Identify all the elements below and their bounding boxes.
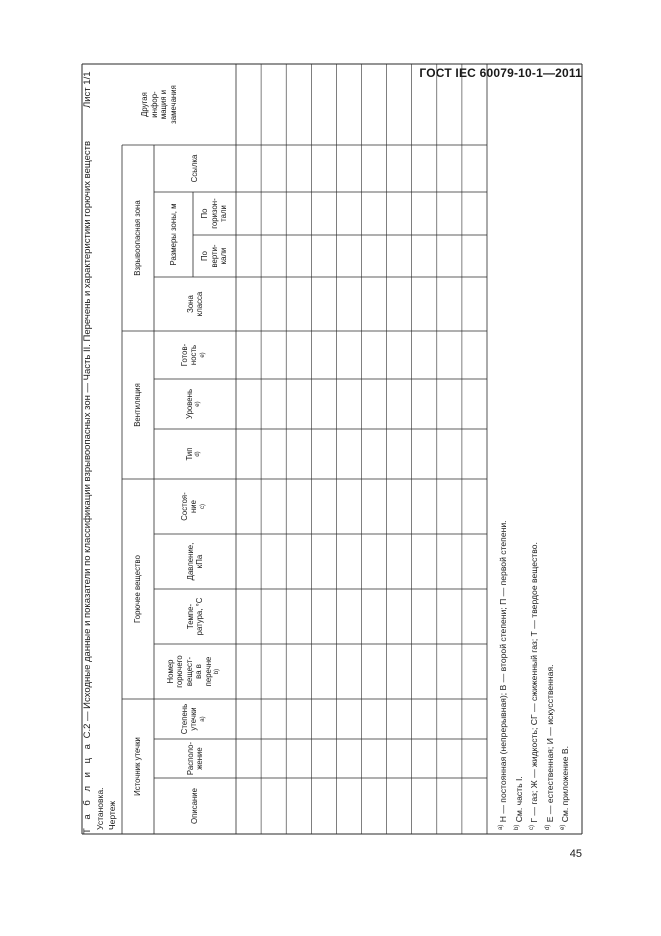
group-hazard-zone: Взрывоопасная зона — [133, 200, 143, 276]
page-number: 45 — [569, 848, 582, 860]
installation-label: Установка. — [95, 787, 105, 830]
col-temperature: Темпе- ратура, °С — [185, 597, 204, 636]
col-horizontal: По горизон- тали — [200, 198, 229, 229]
footnote: $^{c)}$ Г — газ; Ж — жидкость; СГ — сжиженный газ; Т — твердое вещество. — [529, 542, 539, 830]
col-description: Описание — [190, 788, 200, 824]
col-degree: Степень утечки $^{a)}$ — [179, 703, 206, 735]
col-availability: Готов- ность $^{e)}$ — [179, 343, 206, 367]
document-header: ГОСТ IEC 60079-10-1—2011 — [419, 66, 582, 80]
rotated-table-area — [82, 64, 582, 834]
footnote: $^{e)}$ См. приложение В. — [560, 745, 570, 830]
col-location: Располо- жение — [185, 741, 204, 776]
col-pressure: Давление, кПа — [185, 542, 204, 581]
group-leak-source: Источник утечки — [133, 737, 143, 796]
caption-text: С.2 — Исходные данные и показатели по классификации взрывоопасных зон — Часть II. Перечень и характеристики горючих веществ — [82, 140, 93, 739]
col-state: Состоя- ние $^{c)}$ — [179, 492, 206, 521]
col-zone-class: Зона класса — [185, 291, 204, 317]
drawing-label: Чертеж — [107, 800, 117, 830]
sheet-number: Лист 1/1 — [82, 71, 93, 108]
footnote: $^{a)}$ Н — постоянная (непрерывная); В — второй степени; П — первой степени. — [498, 520, 508, 830]
col-reference: Ссылка — [190, 154, 200, 183]
footnote: $^{b)}$ См. часть I. — [513, 776, 524, 830]
col-vertical: По верти- кали — [200, 244, 229, 268]
group-zone-sizes: Размеры зоны, м — [168, 203, 178, 266]
group-ventilation: Вентиляция — [133, 383, 143, 427]
caption-label: Т а б л и ц а — [82, 741, 93, 834]
col-type: Тип $^{d)}$ — [184, 447, 202, 461]
col-level: Уровень $^{e)}$ — [184, 388, 202, 420]
group-substance: Горючее вещество — [133, 555, 143, 623]
footnote: $^{d)}$ Е — естественная; И — искусственная. — [544, 664, 555, 830]
col-other: Другая инфор- мация и замечания — [140, 85, 178, 124]
col-number: Номер горючего вещест- ва в перечне $^{b)}$ — [165, 655, 221, 688]
